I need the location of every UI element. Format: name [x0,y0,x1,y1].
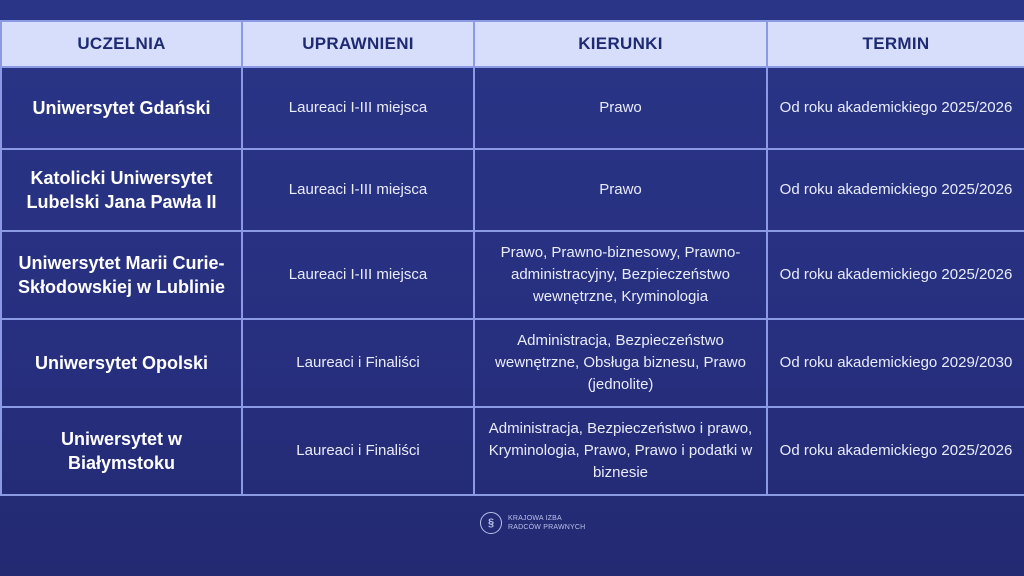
table-row [1,231,1024,319]
cell-uczelnia: Uniwersytet Opolski [1,319,242,407]
cell-uprawnieni: Laureaci i Finaliści [242,319,474,407]
table-row [1,149,1024,231]
cell-kierunki: Prawo, Prawno-biznesowy, Prawno-administracyjny, Bezpieczeństwo wewnętrzne, Kryminologia [474,231,767,319]
header-kierunki: KIERUNKI [474,21,767,67]
header-termin: TERMIN [767,21,1024,67]
cell-termin: Od roku akademickiego 2025/2026 [767,149,1024,231]
cell-termin: Od roku akademickiego 2025/2026 [767,67,1024,149]
cell-uczelnia: Uniwersytet Gdański [1,67,242,149]
section-sign-icon: § [480,512,502,534]
table-row [1,67,1024,149]
cell-termin: Od roku akademickiego 2025/2026 [767,407,1024,495]
cell-uczelnia: Katolicki Uniwersytet Lubelski Jana Pawła II [1,149,242,231]
cell-kierunki: Administracja, Bezpieczeństwo wewnętrzne, Obsługa biznesu, Prawo (jednolite) [474,319,767,407]
cell-kierunki: Prawo [474,67,767,149]
table-header-row [1,21,1024,67]
table-row [1,407,1024,495]
header-uczelnia: UCZELNIA [1,21,242,67]
cell-termin: Od roku akademickiego 2029/2030 [767,319,1024,407]
header-uprawnieni: UPRAWNIENI [242,21,474,67]
universities-table-container [0,20,1024,496]
cell-kierunki: Prawo [474,149,767,231]
kirp-logo [480,512,585,534]
table-row [1,319,1024,407]
cell-termin: Od roku akademickiego 2025/2026 [767,231,1024,319]
logo-text [508,514,585,532]
logo-line-1: KRAJOWA IZBA [508,515,562,522]
cell-uprawnieni: Laureaci I-III miejsca [242,149,474,231]
universities-table [0,20,1024,496]
cell-uczelnia: Uniwersytet w Białymstoku [1,407,242,495]
logo-line-2: RADCÓW PRAWNYCH [508,524,586,531]
cell-uprawnieni: Laureaci i Finaliści [242,407,474,495]
cell-uprawnieni: Laureaci I-III miejsca [242,231,474,319]
cell-kierunki: Administracja, Bezpieczeństwo i prawo, Kryminologia, Prawo, Prawo i podatki w biznesie [474,407,767,495]
cell-uczelnia: Uniwersytet Marii Curie-Skłodowskiej w Lublinie [1,231,242,319]
cell-uprawnieni: Laureaci I-III miejsca [242,67,474,149]
